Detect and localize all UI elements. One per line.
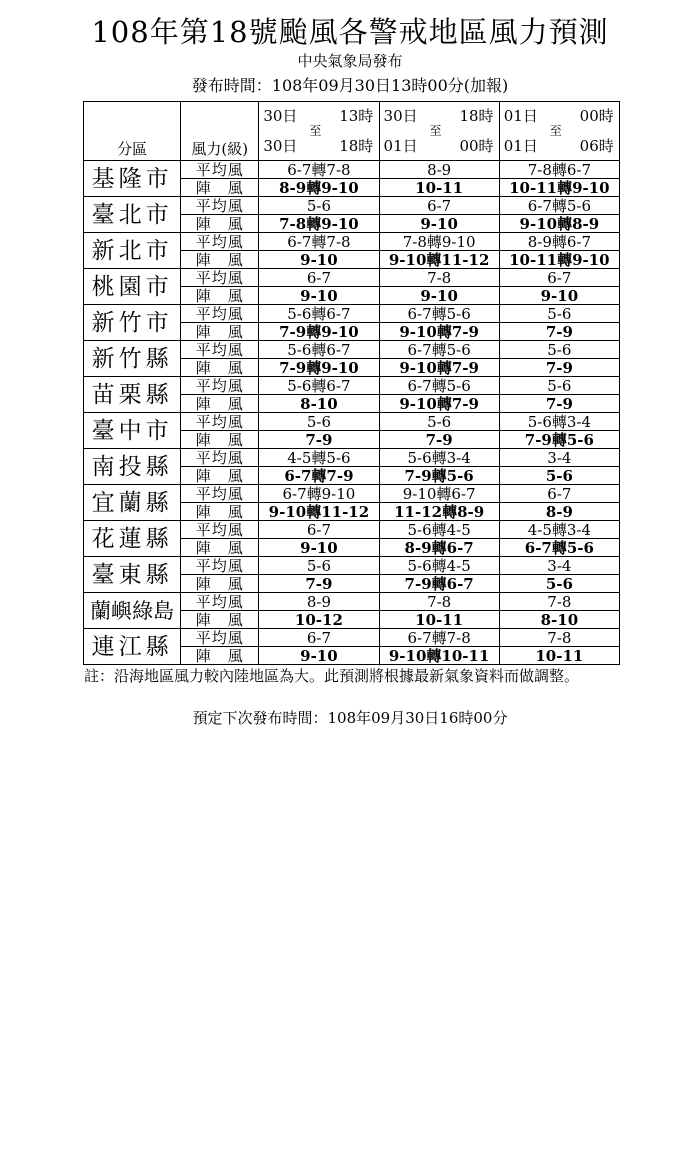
region-name: 宜蘭縣	[84, 485, 181, 521]
gust-label: 陣 風	[181, 251, 259, 269]
gust-value: 9-10轉11-12	[379, 251, 499, 269]
gust-value: 8-10	[499, 611, 619, 629]
header-period-3	[499, 102, 619, 161]
gust-value: 9-10轉10-11	[379, 647, 499, 665]
gust-value: 7-9轉5-6	[499, 431, 619, 449]
period-end-date: 30日	[263, 136, 298, 155]
avg-wind-value: 4-5轉3-4	[499, 521, 619, 539]
gust-value: 7-9	[499, 359, 619, 377]
avg-wind-value: 5-6	[499, 305, 619, 323]
gust-label: 陣 風	[181, 575, 259, 593]
gust-value: 5-6	[499, 575, 619, 593]
gust-label: 陣 風	[181, 395, 259, 413]
avg-wind-value: 8-9	[259, 593, 379, 611]
region-name: 臺中市	[84, 413, 181, 449]
gust-label: 陣 風	[181, 179, 259, 197]
avg-wind-value: 9-10轉6-7	[379, 485, 499, 503]
avg-wind-value: 6-7轉7-8	[259, 233, 379, 251]
period-separator: 至	[549, 123, 562, 138]
avg-wind-value: 7-8	[499, 593, 619, 611]
region-name: 桃園市	[84, 269, 181, 305]
gust-value: 10-12	[259, 611, 379, 629]
region-avg-row	[84, 377, 620, 395]
avg-wind-value: 5-6轉4-5	[379, 557, 499, 575]
avg-wind-value: 5-6轉6-7	[259, 305, 379, 323]
region-name: 臺北市	[84, 197, 181, 233]
gust-value: 8-10	[259, 395, 379, 413]
gust-value: 9-10轉11-12	[259, 503, 379, 521]
gust-value: 9-10轉7-9	[379, 395, 499, 413]
period-separator: 至	[429, 123, 442, 138]
gust-value: 8-9	[499, 503, 619, 521]
gust-label: 陣 風	[181, 467, 259, 485]
region-avg-row	[84, 485, 620, 503]
avg-wind-value: 4-5轉5-6	[259, 449, 379, 467]
region-avg-row	[84, 341, 620, 359]
avg-wind-value: 6-7	[259, 629, 379, 647]
issue-time: 發布時間：108年09月30日13時00分(加報)	[191, 76, 509, 95]
avg-wind-value: 5-6轉6-7	[259, 341, 379, 359]
gust-value: 7-9	[259, 575, 379, 593]
period-start-date: 30日	[383, 106, 418, 125]
gust-value: 7-8轉9-10	[259, 215, 379, 233]
period-start-date: 01日	[503, 106, 538, 125]
avg-wind-value: 7-8	[379, 593, 499, 611]
avg-wind-value: 3-4	[499, 557, 619, 575]
avg-wind-label: 平均風	[181, 593, 259, 611]
region-avg-row	[84, 197, 620, 215]
next-issue-time: 預定下次發布時間：108年09月30日16時00分	[192, 709, 508, 727]
avg-wind-value: 7-8轉9-10	[379, 233, 499, 251]
avg-wind-value: 6-7轉5-6	[379, 341, 499, 359]
gust-value: 10-11	[379, 179, 499, 197]
gust-value: 8-9轉6-7	[379, 539, 499, 557]
region-avg-row	[84, 305, 620, 323]
gust-value: 7-9	[499, 323, 619, 341]
region-name: 新竹市	[84, 305, 181, 341]
gust-value: 5-6	[499, 467, 619, 485]
avg-wind-value: 6-7轉7-8	[259, 161, 379, 179]
gust-value: 11-12轉8-9	[379, 503, 499, 521]
region-avg-row	[84, 449, 620, 467]
gust-label: 陣 風	[181, 647, 259, 665]
region-name: 臺東縣	[84, 557, 181, 593]
period-end-time: 06時	[579, 136, 614, 155]
region-name: 連江縣	[84, 629, 181, 665]
gust-value: 7-9轉5-6	[379, 467, 499, 485]
avg-wind-value: 5-6轉4-5	[379, 521, 499, 539]
header-period-2	[379, 102, 499, 161]
gust-value: 9-10轉7-9	[379, 323, 499, 341]
gust-value: 9-10	[259, 647, 379, 665]
avg-wind-value: 7-8轉6-7	[499, 161, 619, 179]
avg-wind-label: 平均風	[181, 449, 259, 467]
avg-wind-value: 6-7轉5-6	[379, 305, 499, 323]
avg-wind-label: 平均風	[181, 269, 259, 287]
period-end-date: 01日	[383, 136, 418, 155]
avg-wind-label: 平均風	[181, 197, 259, 215]
gust-value: 9-10	[379, 287, 499, 305]
region-avg-row	[84, 269, 620, 287]
table-header-row	[84, 102, 620, 161]
header-scale: 風力(級)	[181, 102, 259, 161]
region-name: 新北市	[84, 233, 181, 269]
header-period-1	[259, 102, 379, 161]
gust-value: 10-11	[499, 647, 619, 665]
region-avg-row	[84, 593, 620, 611]
gust-value: 9-10	[379, 215, 499, 233]
gust-label: 陣 風	[181, 287, 259, 305]
gust-value: 7-9轉9-10	[259, 359, 379, 377]
avg-wind-value: 7-8	[379, 269, 499, 287]
period-separator: 至	[309, 123, 322, 138]
footnote: 註：沿海地區風力較內陸地區為大。此預測將根據最新氣象資料而做調整。	[84, 667, 580, 685]
avg-wind-label: 平均風	[181, 305, 259, 323]
gust-value: 9-10轉7-9	[379, 359, 499, 377]
avg-wind-value: 6-7轉5-6	[499, 197, 619, 215]
gust-label: 陣 風	[181, 503, 259, 521]
gust-label: 陣 風	[181, 215, 259, 233]
avg-wind-label: 平均風	[181, 161, 259, 179]
gust-value: 9-10	[259, 251, 379, 269]
publisher: 中央氣象局發布	[297, 52, 403, 70]
region-avg-row	[84, 413, 620, 431]
region-avg-row	[84, 629, 620, 647]
avg-wind-value: 6-7轉5-6	[379, 377, 499, 395]
region-name: 新竹縣	[84, 341, 181, 377]
avg-wind-value: 6-7	[259, 269, 379, 287]
gust-label: 陣 風	[181, 431, 259, 449]
gust-value: 7-9轉6-7	[379, 575, 499, 593]
gust-value: 7-9	[499, 395, 619, 413]
gust-value: 6-7轉5-6	[499, 539, 619, 557]
period-start-time: 13時	[339, 106, 374, 125]
avg-wind-value: 5-6	[259, 197, 379, 215]
avg-wind-value: 5-6	[379, 413, 499, 431]
avg-wind-label: 平均風	[181, 557, 259, 575]
avg-wind-value: 7-8	[499, 629, 619, 647]
gust-value: 10-11轉9-10	[499, 179, 619, 197]
region-avg-row	[84, 233, 620, 251]
region-name: 花蓮縣	[84, 521, 181, 557]
gust-value: 9-10轉8-9	[499, 215, 619, 233]
avg-wind-label: 平均風	[181, 521, 259, 539]
avg-wind-value: 6-7轉7-8	[379, 629, 499, 647]
gust-value: 7-9	[259, 431, 379, 449]
gust-value: 8-9轉9-10	[259, 179, 379, 197]
region-name: 南投縣	[84, 449, 181, 485]
avg-wind-label: 平均風	[181, 341, 259, 359]
header-region: 分區	[84, 102, 181, 161]
avg-wind-value: 8-9	[379, 161, 499, 179]
region-avg-row	[84, 161, 620, 179]
period-end-time: 18時	[339, 136, 374, 155]
avg-wind-value: 5-6	[499, 341, 619, 359]
region-avg-row	[84, 557, 620, 575]
document-title: 108年第18號颱風各警戒地區風力預測	[91, 15, 609, 49]
gust-value: 9-10	[259, 539, 379, 557]
avg-wind-value: 6-7	[499, 485, 619, 503]
avg-wind-label: 平均風	[181, 629, 259, 647]
avg-wind-label: 平均風	[181, 413, 259, 431]
avg-wind-value: 5-6轉3-4	[499, 413, 619, 431]
avg-wind-value: 5-6	[499, 377, 619, 395]
region-name: 苗栗縣	[84, 377, 181, 413]
period-start-time: 00時	[579, 106, 614, 125]
gust-label: 陣 風	[181, 323, 259, 341]
region-name: 基隆市	[84, 161, 181, 197]
region-avg-row	[84, 521, 620, 539]
period-end-time: 00時	[459, 136, 494, 155]
gust-value: 7-9轉9-10	[259, 323, 379, 341]
gust-value: 10-11	[379, 611, 499, 629]
avg-wind-value: 6-7	[379, 197, 499, 215]
gust-value: 10-11轉9-10	[499, 251, 619, 269]
gust-label: 陣 風	[181, 539, 259, 557]
region-name: 蘭嶼綠島	[84, 593, 181, 629]
gust-label: 陣 風	[181, 359, 259, 377]
period-start-date: 30日	[263, 106, 298, 125]
gust-value: 9-10	[259, 287, 379, 305]
avg-wind-value: 8-9轉6-7	[499, 233, 619, 251]
avg-wind-value: 5-6	[259, 557, 379, 575]
avg-wind-value: 6-7	[499, 269, 619, 287]
wind-forecast-table	[83, 101, 620, 665]
avg-wind-label: 平均風	[181, 377, 259, 395]
avg-wind-value: 5-6轉6-7	[259, 377, 379, 395]
avg-wind-value: 6-7轉9-10	[259, 485, 379, 503]
gust-value: 7-9	[379, 431, 499, 449]
avg-wind-value: 3-4	[499, 449, 619, 467]
period-start-time: 18時	[459, 106, 494, 125]
gust-label: 陣 風	[181, 611, 259, 629]
avg-wind-label: 平均風	[181, 233, 259, 251]
avg-wind-label: 平均風	[181, 485, 259, 503]
avg-wind-value: 6-7	[259, 521, 379, 539]
avg-wind-value: 5-6轉3-4	[379, 449, 499, 467]
gust-value: 9-10	[499, 287, 619, 305]
avg-wind-value: 5-6	[259, 413, 379, 431]
gust-value: 6-7轉7-9	[259, 467, 379, 485]
period-end-date: 01日	[503, 136, 538, 155]
